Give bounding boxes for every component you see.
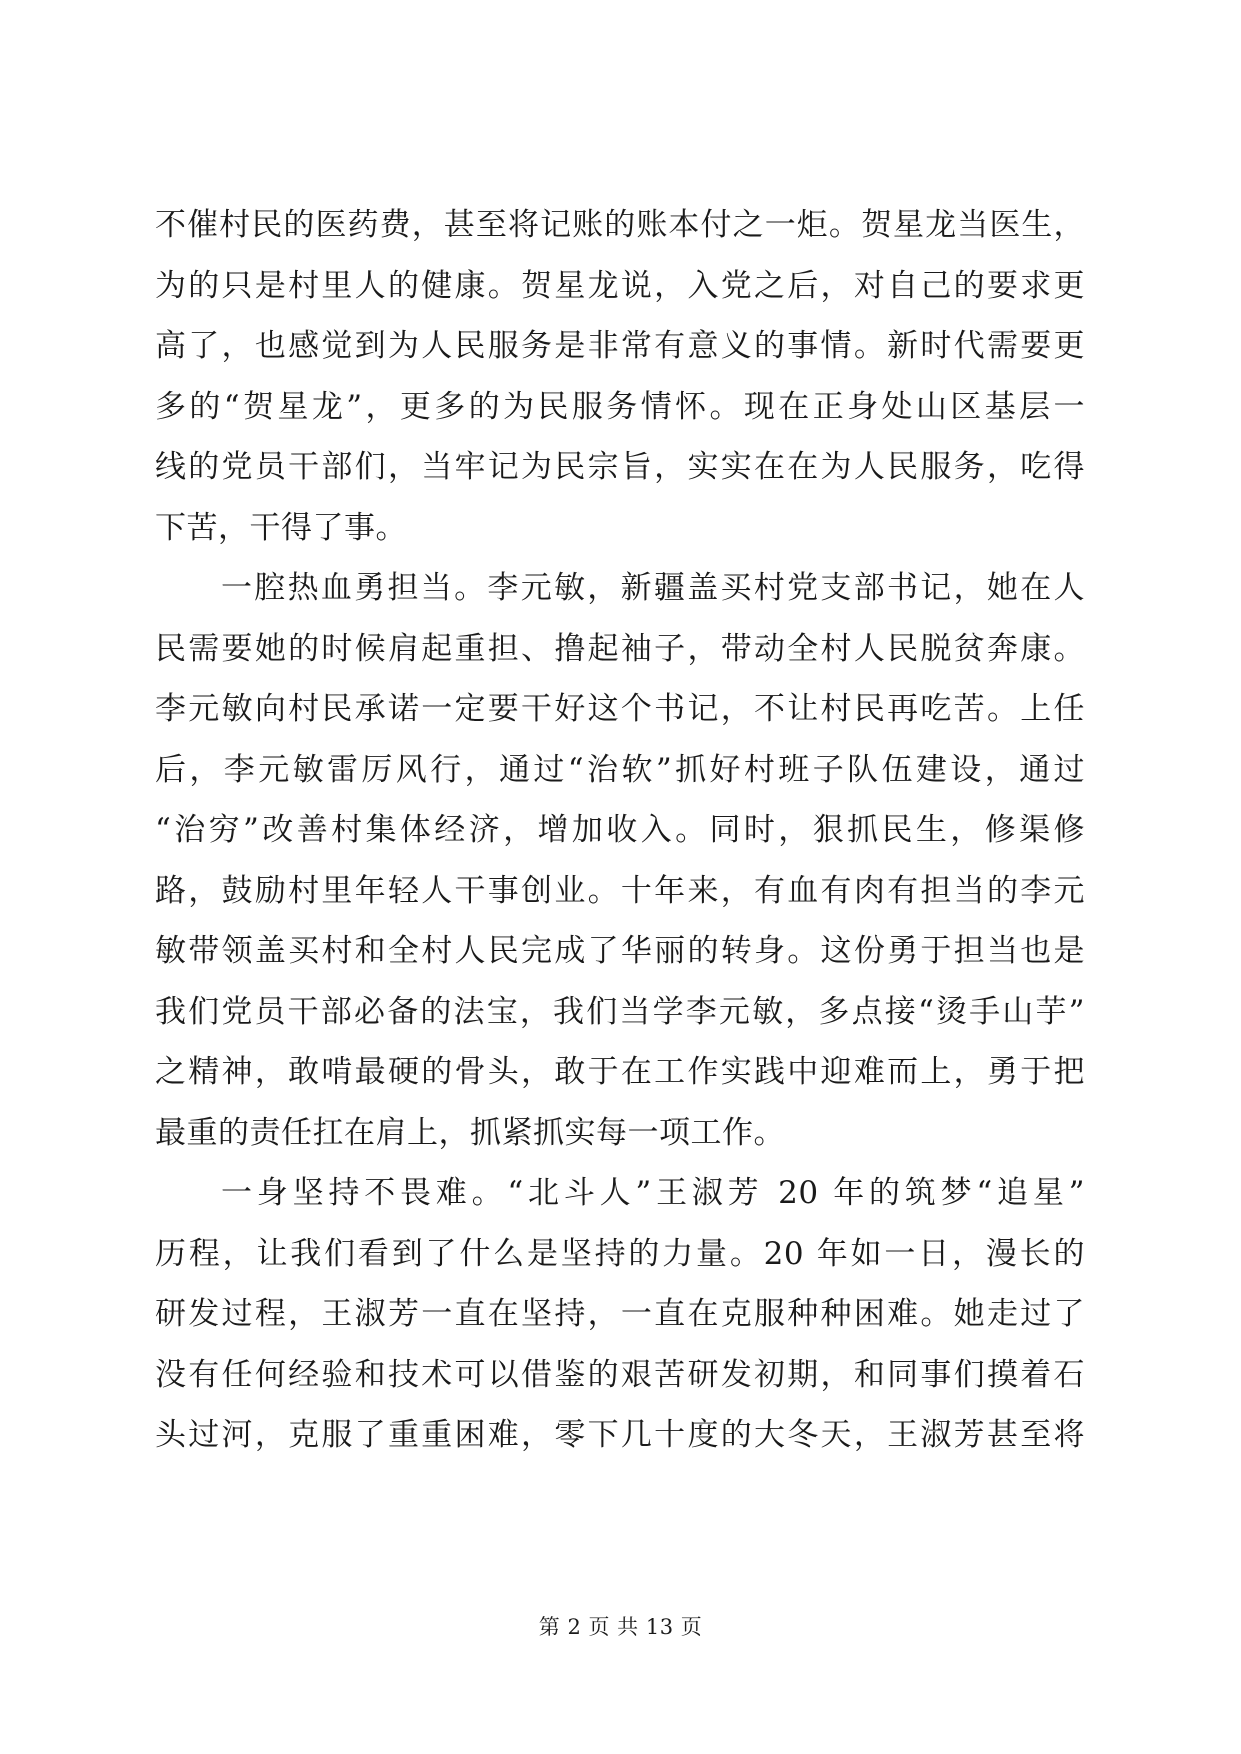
text-line: 不催村民的医药费，甚至将记账的账本付之一炬。贺星龙当医生，: [155, 207, 1085, 243]
text-line: 线的党员干部们，当牢记为民宗旨，实实在在为人民服务，吃得: [155, 449, 1085, 485]
text-line: 高了，也感觉到为人民服务是非常有意义的事情。新时代需要更: [155, 328, 1085, 364]
text-line: 为的只是村里人的健康。贺星龙说，入党之后，对自己的要求更: [155, 267, 1085, 304]
text-line: “治穷”改善村集体经济，增加收入。同时，狠抓民生，修渠修: [155, 812, 1085, 848]
text-line: 历程，让我们看到了什么是坚持的力量。20 年如一日，漫长的: [155, 1235, 1085, 1272]
text-line: 没有任何经验和技术可以借鉴的艰苦研发初期，和同事们摸着石: [155, 1356, 1085, 1393]
page-number-label: 第 2 页 共 13 页: [538, 1615, 703, 1639]
text-line: 一腔热血勇担当。李元敏，新疆盖买村党支部书记，她在人: [221, 570, 1085, 606]
text-line: 最重的责任扛在肩上，抓紧抓实每一项工作。: [155, 1114, 785, 1151]
text-line: 下苦，干得了事。: [155, 509, 407, 546]
page-footer: [0, 1611, 1241, 1641]
text-line: 之精神，敢啃最硬的骨头，敢于在工作实践中迎难而上，勇于把: [155, 1054, 1085, 1090]
paragraph-1: [155, 195, 1085, 558]
text-line: 研发过程，王淑芳一直在坚持，一直在克服种种困难。她走过了: [155, 1296, 1085, 1332]
text-line: 头过河，克服了重重困难，零下几十度的大冬天，王淑芳甚至将: [155, 1417, 1085, 1453]
text-line: 路，鼓励村里年轻人干事创业。十年来，有血有肉有担当的李元: [155, 872, 1085, 909]
text-line: 一身坚持不畏难。“北斗人”王淑芳 20 年的筑梦“追星”: [221, 1175, 1085, 1211]
text-line: 民需要她的时候肩起重担、撸起袖子，带动全村人民脱贫奔康。: [155, 630, 1085, 667]
text-line: 多的“贺星龙”，更多的为民服务情怀。现在正身处山区基层一: [155, 388, 1085, 425]
text-line: 李元敏向村民承诺一定要干好这个书记，不让村民再吃苦。上任: [155, 691, 1085, 727]
text-line: 我们党员干部必备的法宝，我们当学李元敏，多点接“烫手山芋”: [155, 993, 1085, 1030]
text-line: 敏带领盖买村和全村人民完成了华丽的转身。这份勇于担当也是: [155, 933, 1085, 969]
paragraph-3: [155, 1163, 1085, 1466]
paragraph-2: [155, 558, 1085, 1163]
text-line: 后，李元敏雷厉风行，通过“治软”抓好村班子队伍建设，通过: [155, 751, 1085, 788]
body-text: [155, 195, 1085, 1466]
